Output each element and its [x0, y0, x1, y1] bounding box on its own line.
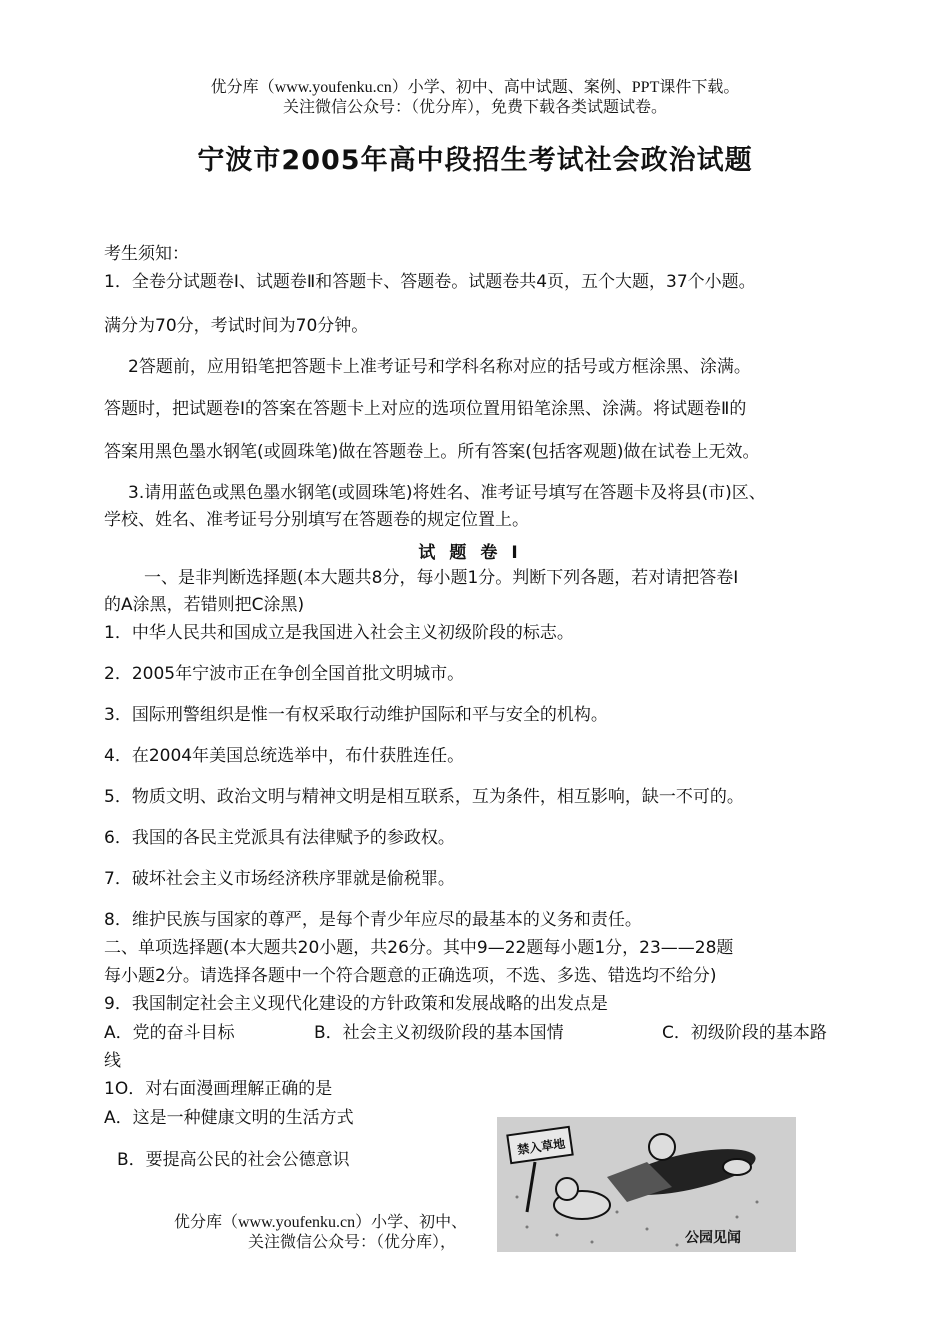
- question-7: 7．破坏社会主义市场经济秩序罪就是偷税罪。: [104, 869, 455, 889]
- notice-line-1: 1．全卷分试题卷Ⅰ、试题卷Ⅱ和答题卡、答题卷。试题卷共4页，五个大题，37个小题。: [104, 272, 756, 292]
- page-title: 宁波市2005年高中段招生考试社会政治试题: [197, 145, 753, 176]
- question-9-option-a: A．党的奋斗目标: [104, 1023, 235, 1043]
- part1-intro-2: 的A涂黑，若错则把C涂黑): [104, 595, 305, 615]
- footer-line-1: 优分库（www.youfenku.cn）小学、初中、: [174, 1214, 468, 1231]
- cartoon-caption: 公园见闻: [685, 1230, 741, 1246]
- notice-line-7: 学校、姓名、准考证号分别填写在答题卷的规定位置上。: [104, 510, 529, 530]
- notice-line-4: 答题时，把试题卷Ⅰ的答案在答题卡上对应的选项位置用铅笔涂黑、涂满。将试题卷Ⅱ的: [104, 399, 747, 419]
- part2-intro-1: 二、单项选择题(本大题共20小题，共26分。其中9—22题每小题1分，23——28题: [104, 938, 734, 958]
- part2-intro-2: 每小题2分。请选择各题中一个符合题意的正确选项，不选、多选、错选均不给分): [104, 966, 717, 986]
- question-4: 4．在2004年美国总统选举中，布什获胜连任。: [104, 746, 465, 766]
- question-3: 3．国际刑警组织是惟一有权采取行动维护国际和平与安全的机构。: [104, 705, 608, 725]
- part1-intro-1: 一、是非判断选择题(本大题共8分，每小题1分。判断下列各题，若对请把答卷Ⅰ: [144, 568, 739, 588]
- cartoon-illustration: [497, 1117, 796, 1252]
- section-title: 试题卷Ⅰ: [418, 543, 532, 563]
- question-10-option-a: A．这是一种健康文明的生活方式: [104, 1108, 354, 1128]
- question-9: 9．我国制定社会主义现代化建设的方针政策和发展战略的出发点是: [104, 994, 608, 1014]
- question-9-option-c: C．初级阶段的基本路: [662, 1023, 827, 1043]
- question-8: 8．维护民族与国家的尊严，是每个青少年应尽的最基本的义务和责任。: [104, 910, 642, 930]
- notice-line-2: 满分为70分，考试时间为70分钟。: [104, 316, 369, 336]
- notice-line-3: 2答题前，应用铅笔把答题卡上准考证号和学科名称对应的括号或方框涂黑、涂满。: [128, 357, 751, 377]
- footer-line-2: 关注微信公众号：（优分库），: [248, 1234, 457, 1251]
- header-line-1: 优分库（www.youfenku.cn）小学、初中、高中试题、案例、PPT课件下载。: [210, 79, 740, 96]
- sign-text: 禁入草地: [516, 1136, 567, 1158]
- notice-line-5: 答案用黑色墨水钢笔(或圆珠笔)做在答题卷上。所有答案(包括客观题)做在试卷上无效。: [104, 442, 760, 462]
- notice-heading: 考生须知：: [104, 244, 189, 264]
- header-line-2: 关注微信公众号：（优分库），免费下载各类试题试卷。: [282, 99, 667, 116]
- question-9-option-c-cont: 线: [104, 1051, 121, 1071]
- question-2: 2．2005年宁波市正在争创全国首批文明城市。: [104, 664, 465, 684]
- question-10: 1O．对右面漫画理解正确的是: [104, 1079, 333, 1099]
- question-10-option-b: B．要提高公民的社会公德意识: [117, 1150, 350, 1170]
- cartoon-image: [497, 1117, 796, 1252]
- question-5: 5．物质文明、政治文明与精神文明是相互联系，互为条件，相互影响，缺一不可的。: [104, 787, 744, 807]
- notice-line-6: 3.请用蓝色或黑色墨水钢笔(或圆珠笔)将姓名、准考证号填写在答题卡及将县(市)区、: [128, 483, 766, 503]
- question-9-option-b: B．社会主义初级阶段的基本国情: [314, 1023, 564, 1043]
- question-1: 1．中华人民共和国成立是我国进入社会主义初级阶段的标志。: [104, 623, 574, 643]
- question-6: 6．我国的各民主党派具有法律赋予的参政权。: [104, 828, 455, 848]
